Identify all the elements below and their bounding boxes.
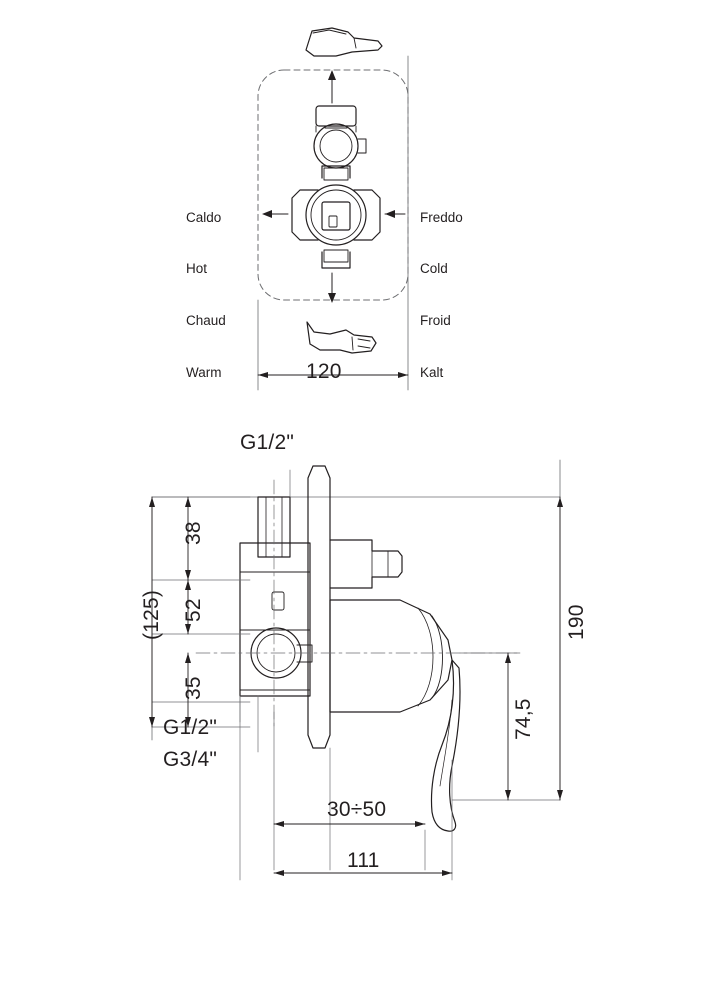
cold-label-fr: Froid <box>420 313 451 329</box>
front-escutcheon-plate <box>308 466 330 748</box>
cold-label-de: Kalt <box>420 364 444 380</box>
arrow-left <box>262 210 272 218</box>
cold-label-it: Freddo <box>420 209 463 225</box>
top-view-upper-collar <box>316 106 356 126</box>
front-body-block <box>240 543 310 696</box>
dim-label-35: 35 <box>182 676 205 700</box>
thread-label-inlet-1: G1/2" <box>163 716 217 739</box>
dim-label-125: (125) <box>140 589 163 640</box>
top-view-body-left-wing <box>292 190 318 240</box>
top-view-center-valve <box>306 185 366 245</box>
cold-label-en: Cold <box>420 261 448 277</box>
hot-label-de: Warm <box>186 364 222 380</box>
front-upper-outlet <box>330 540 402 588</box>
dim-label-38: 38 <box>182 521 205 545</box>
hot-label-fr: Chaud <box>186 313 226 329</box>
dim-label-190: 190 <box>565 604 588 640</box>
arrow-down <box>328 293 336 303</box>
dim-label-111: 111 <box>347 849 380 872</box>
dim-label-30-50: 30÷50 <box>327 798 387 821</box>
arrow-up <box>328 70 336 80</box>
thread-label-inlet-2: G3/4" <box>163 748 217 771</box>
top-view-upper-knob <box>314 124 358 168</box>
top-view-shower-head-lower <box>307 322 376 353</box>
top-view-body-right-wing <box>354 190 380 240</box>
top-view-body-down-stem <box>322 252 350 268</box>
thread-label-top: G1/2" <box>240 431 294 454</box>
arrow-right-in <box>385 210 395 218</box>
hot-label-it: Caldo <box>186 209 222 225</box>
front-lever-handle <box>431 660 460 831</box>
dim-label-120: 120 <box>306 360 342 383</box>
hot-label-en: Hot <box>186 261 208 277</box>
dim-label-52: 52 <box>182 598 205 622</box>
dim-label-74-5: 74,5 <box>512 698 535 740</box>
cold-label-group <box>420 174 463 416</box>
hot-label-group <box>186 174 226 416</box>
